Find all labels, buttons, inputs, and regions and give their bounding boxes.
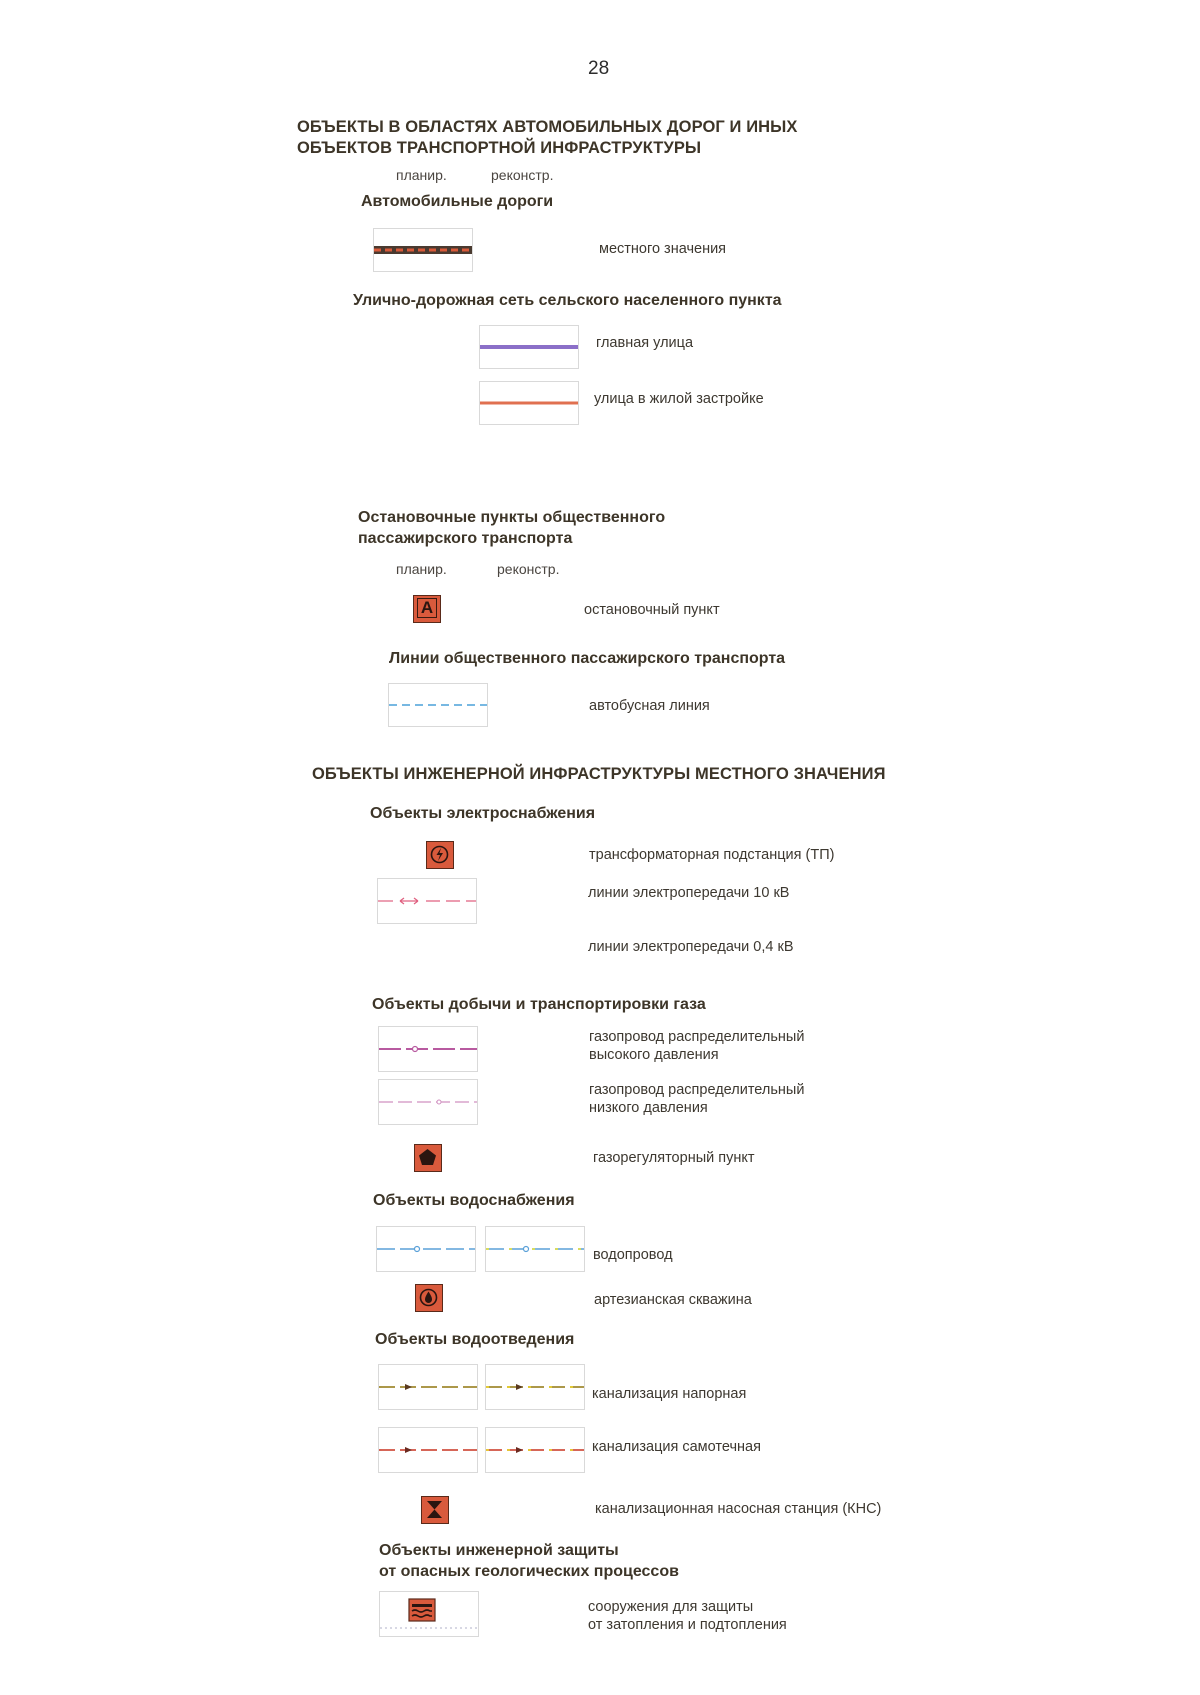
stops-column-reconstructed: реконстр. (497, 561, 560, 577)
protection-heading-line2: от опасных геологических процессов (379, 1563, 679, 1580)
pump-station-icon (421, 1496, 449, 1524)
roads-heading: Автомобильные дороги (361, 193, 554, 210)
gas-low-label-line2: низкого давления (589, 1100, 708, 1116)
road-local-symbol (373, 228, 473, 272)
gas-low-pressure-symbol (378, 1079, 478, 1125)
column-reconstructed: реконстр. (491, 167, 554, 183)
transit-lines-heading: Линии общественного пассажирского транспорта (389, 650, 786, 667)
stops-heading-line2: пассажирского транспорта (358, 530, 573, 547)
stop-point-label: остановочный пункт (584, 602, 720, 618)
street-network-heading: Улично-дорожная сеть сельского населенного пункта (353, 292, 782, 309)
water-pipe-label: водопровод (593, 1247, 673, 1263)
gas-high-label-line2: высокого давления (589, 1047, 719, 1063)
main-street-symbol (479, 325, 579, 369)
sewer-heading: Объекты водоотведения (375, 1331, 575, 1348)
water-heading: Объекты водоснабжения (373, 1192, 575, 1209)
pump-station-label: канализационная насосная станция (КНС) (595, 1501, 882, 1517)
sewer-pressure-reconstructed-symbol (485, 1364, 585, 1410)
sewer-pressure-planned-symbol (378, 1364, 478, 1410)
water-pipe-reconstructed-symbol (485, 1226, 585, 1272)
sewer-gravity-reconstructed-symbol (485, 1427, 585, 1473)
bus-line-label: автобусная линия (589, 698, 710, 714)
main-street-label: главная улица (596, 335, 694, 351)
flood-protection-symbol (379, 1591, 479, 1637)
bus-stop-icon: A (413, 595, 441, 623)
section1-title-line1: ОБЪЕКТЫ В ОБЛАСТЯХ АВТОМОБИЛЬНЫХ ДОРОГ И ИНЫХ (297, 118, 798, 136)
gas-low-label-line1: газопровод распределительный (589, 1082, 805, 1098)
gas-high-label-line1: газопровод распределительный (589, 1029, 805, 1045)
bus-line-symbol (388, 683, 488, 727)
stops-column-planned: планир. (396, 561, 447, 577)
residential-street-symbol (479, 381, 579, 425)
section2-title: ОБЪЕКТЫ ИНЖЕНЕРНОЙ ИНФРАСТРУКТУРЫ МЕСТНОГО ЗНАЧЕНИЯ (312, 765, 886, 783)
page-number: 28 (588, 58, 610, 79)
flood-protection-label-line2: от затопления и подтопления (588, 1617, 787, 1633)
water-pipe-planned-symbol (376, 1226, 476, 1272)
section1-title-line2: ОБЪЕКТОВ ТРАНСПОРТНОЙ ИНФРАСТРУКТУРЫ (297, 139, 702, 157)
flood-protection-label-line1: сооружения для защиты (588, 1599, 754, 1615)
power-line-10kv-label: линии электропередачи 10 кВ (588, 885, 790, 901)
transformer-label: трансформаторная подстанция (ТП) (589, 847, 835, 863)
gas-high-pressure-symbol (378, 1026, 478, 1072)
power-line-04kv-label: линии электропередачи 0,4 кВ (588, 939, 794, 955)
power-line-10kv-symbol (377, 878, 477, 924)
road-local-label: местного значения (599, 241, 727, 257)
sewer-gravity-planned-symbol (378, 1427, 478, 1473)
stops-heading-line1: Остановочные пункты общественного (358, 509, 666, 526)
transformer-icon (426, 841, 454, 869)
gas-heading: Объекты добычи и транспортировки газа (372, 996, 706, 1013)
protection-heading-line1: Объекты инженерной защиты (379, 1542, 619, 1559)
gas-regulator-icon (414, 1144, 442, 1172)
artesian-well-icon (415, 1284, 443, 1312)
residential-street-label: улица в жилой застройке (594, 391, 764, 407)
column-planned: планир. (396, 167, 447, 183)
gas-regulator-label: газорегуляторный пункт (593, 1150, 755, 1166)
sewer-pressure-label: канализация напорная (592, 1386, 747, 1402)
power-heading: Объекты электроснабжения (370, 805, 596, 822)
artesian-well-label: артезианская скважина (594, 1292, 752, 1308)
sewer-gravity-label: канализация самотечная (592, 1439, 761, 1455)
